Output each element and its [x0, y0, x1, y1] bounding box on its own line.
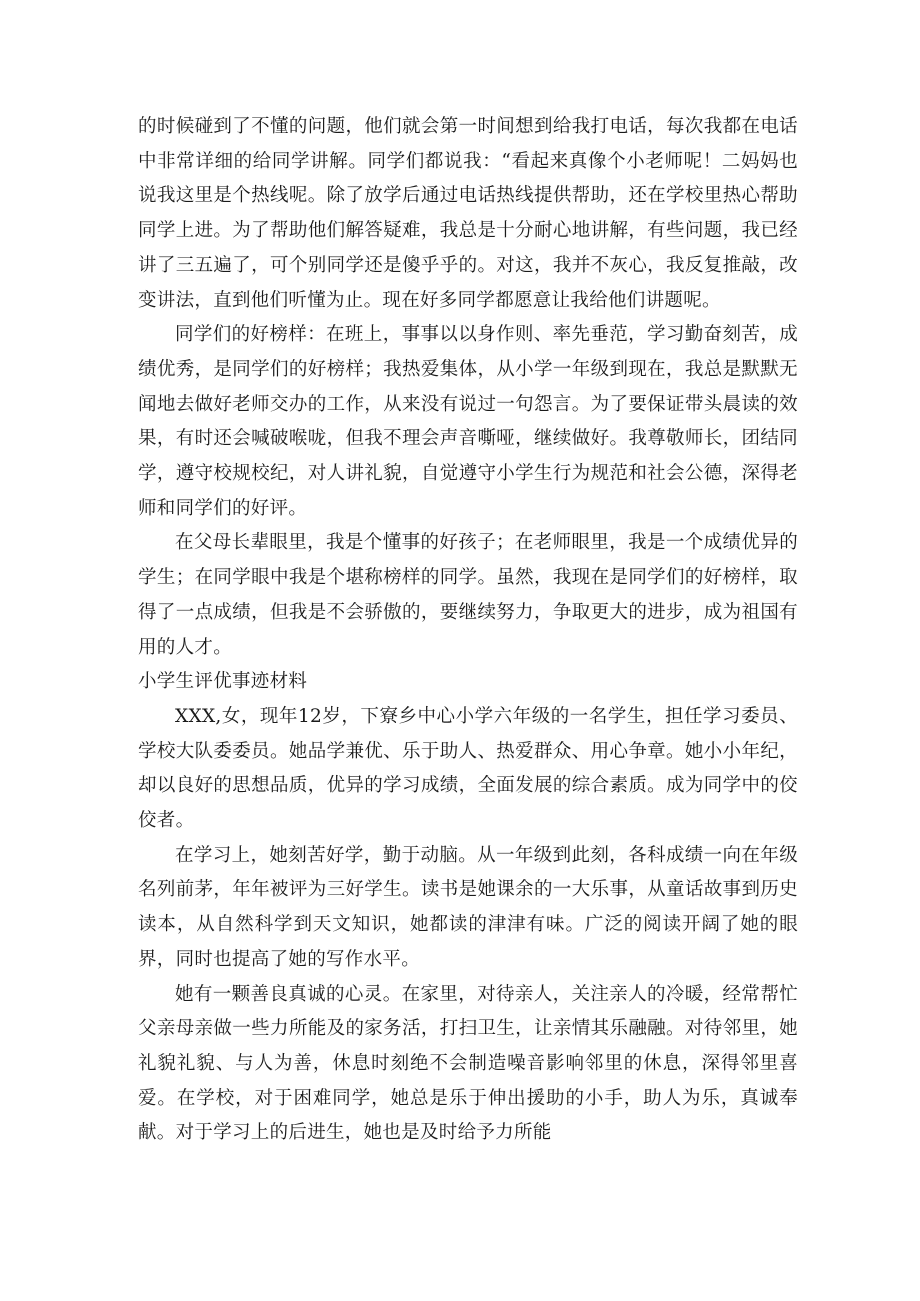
paragraph-1: 的时候碰到了不懂的问题，他们就会第一时间想到给我打电话，每次我都在电话中非常详细的给同学讲解。同学们都说我：“看起来真像个小老师呢！二妈妈也说我这里是个热线呢。除了放学后通过电话热线提供帮助，还在学校里热心帮助同学上进。为了帮助他们解答疑难，我总是十分耐心地讲解，有些问题，我已经讲了三五遍了，可个别同学还是傻乎乎的。对这，我并不灰心，我反复推敲，改变讲法，直到他们听懂为止。现在好多同学都愿意让我给他们讲题呢。: [138, 116, 798, 311]
paragraph-4: XXX,女，现年12岁，下寮乡中心小学六年级的一名学生，担任学习委员、学校大队委委员。她品学兼优、乐于助人、热爱群众、用心争章。她小小年纪，却以良好的思想品质，优异的学习成绩，全面发展的综合素质。成为同学中的佼佼者。: [138, 705, 798, 832]
paragraph-3: 在父母长辈眼里，我是个懂事的好孩子；在老师眼里，我是一个成绩优异的学生；在同学眼中我是个堪称榜样的同学。虽然，我现在是同学们的好榜样，取得了一点成绩，但我是不会骄傲的，要继续努力，争取更大的进步，成为祖国有用的人才。: [138, 532, 798, 658]
paragraph-5: 在学习上，她刻苦好学，勤于动脑。从一年级到此刻，各科成绩一向在年级名列前茅，年年被评为三好学生。读书是她课余的一大乐事，从童话故事到历史读本，从自然科学到天文知识，她都读的津津有味。广泛的阅读开阔了她的眼界，同时也提高了她的写作水平。: [138, 844, 798, 970]
section-heading: 小学生评优事迹材料: [138, 671, 308, 693]
paragraph-6: 她有一颗善良真诚的心灵。在家里，对待亲人，关注亲人的冷暖，经常帮忙父亲母亲做一些力所能及的家务活，打扫卫生，让亲情其乐融融。对待邻里，她礼貌礼貌、与人为善，休息时刻绝不会制造噪音影响邻里的休息，深得邻里喜爱。在学校，对于困难同学，她总是乐于伸出援助的小手，助人为乐，真诚奉献。对于学习上的后进生，她也是及时给予力所能: [138, 983, 798, 1144]
paragraph-2: 同学们的好榜样：在班上，事事以以身作则、率先垂范，学习勤奋刻苦，成绩优秀，是同学们的好榜样；我热爱集体，从小学一年级到现在，我总是默默无闻地去做好老师交办的工作，从来没有说过一句怨言。为了要保证带头晨读的效果，有时还会喊破喉咙，但我不理会声音嘶哑，继续做好。我尊敬师长，团结同学，遵守校规校纪，对人讲礼貌，自觉遵守小学生行为规范和社会公德，深得老师和同学们的好评。: [138, 324, 798, 519]
document-body: [138, 110, 798, 1151]
